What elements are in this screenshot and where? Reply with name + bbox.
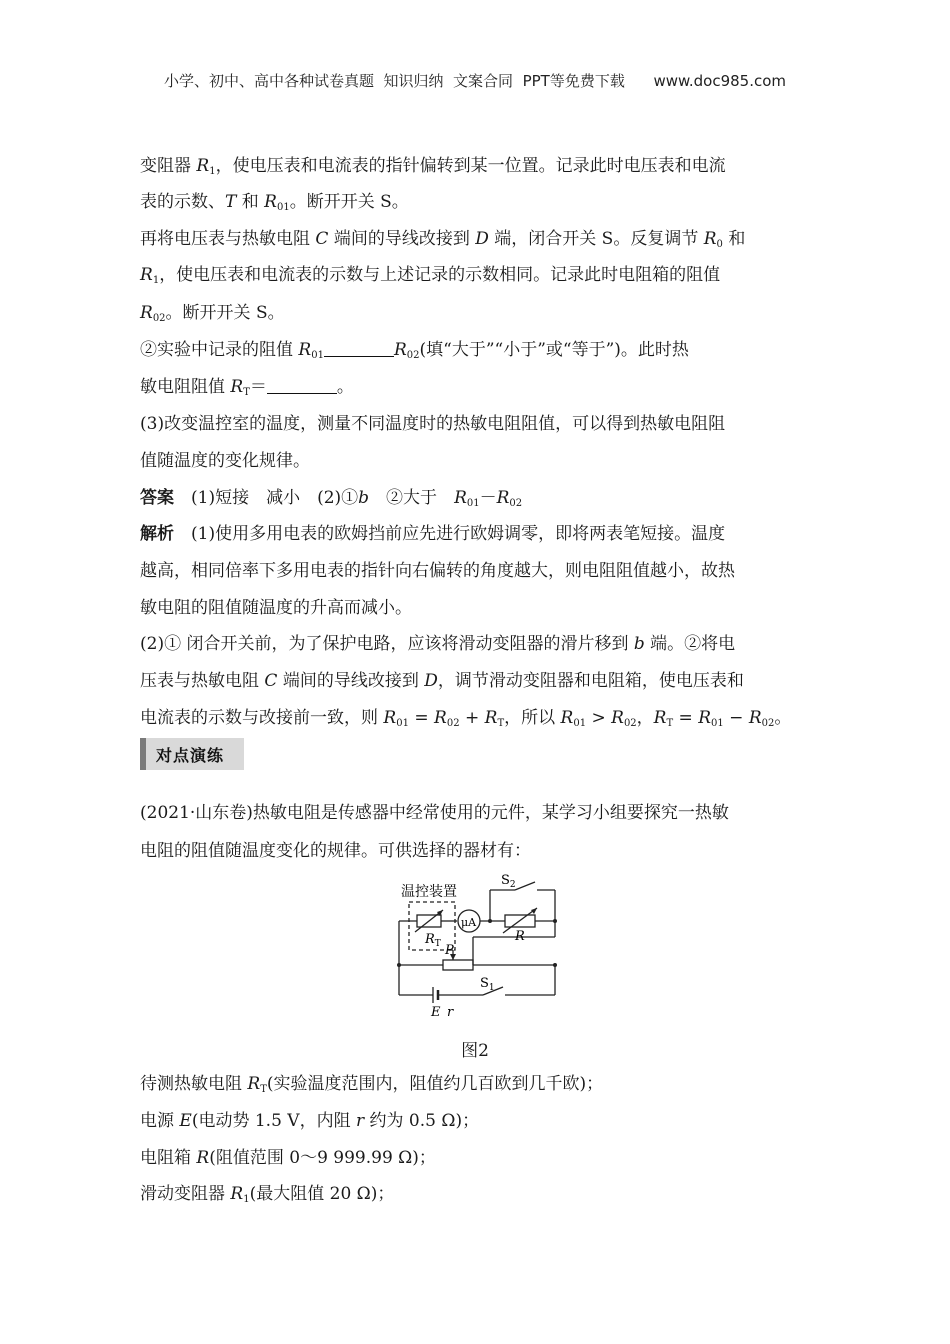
s1-label: $S_1$ [480, 976, 495, 993]
equipment-item: 滑动变阻器 $R_1$(最大阻值 20 Ω)； [140, 1184, 395, 1205]
question-line: 电阻的阻值随温度变化的规律。可供选择的器材有： [140, 841, 531, 861]
r-label: R [515, 929, 525, 944]
rt-label: $R_T$ [425, 932, 441, 949]
circuit-diagram [385, 870, 575, 1020]
analysis-line: 电流表的示数与改接前一致，则 $R_{01} = R_{02} + R_T$，所以 $R_{01} > R_{02}$，$R_T = R_{01} - R_{02}$。 [140, 708, 792, 729]
analysis-label: 解析 [140, 524, 174, 544]
text-line: 变阻器 $R_1$，使电压表和电流表的指针偏转到某一位置。记录此时电压表和电流 [140, 156, 726, 177]
text-line: 表的示数、T 和 $R_{01}$。断开开关 S。 [140, 192, 409, 213]
answer-blank [324, 340, 394, 357]
p-label: P [445, 943, 454, 958]
question-line: (2021·山东卷)热敏电阻是传感器中经常使用的元件，某学习小组要探究一热敏 [140, 803, 729, 823]
switch-s2 [515, 882, 535, 890]
figure-caption: 图2 [461, 1041, 489, 1061]
text-line: 敏电阻阻值 $R_T=$ 。 [140, 377, 354, 398]
analysis-line: 压表与热敏电阻 C 端间的导线改接到 D，调节滑动变阻器和电阻箱，使电压表和 [140, 671, 744, 691]
equipment-item: 待测热敏电阻 $R_T$(实验温度范围内，阻值约几百欧到几千欧)； [140, 1074, 604, 1095]
thermostat-label: 温控装置 [401, 884, 457, 900]
equipment-item: 电源 E(电动势 1.5 V，内阻 r 约为 0.5 Ω)； [140, 1111, 480, 1131]
answer-label: 答案 [140, 488, 174, 508]
answer-blank [267, 377, 337, 394]
answer-line: 答案 (1)短接 减小 (2)①b ②大于 $R_{01}-R_{02}$ [140, 488, 523, 509]
s2-label: $S_2$ [501, 873, 516, 890]
page-header: 小学、初中、高中各种试卷真题 知识归纳 文案合同 PPT等免费下载 www.doc985.com [163, 72, 787, 90]
microammeter-label: μA [461, 916, 477, 929]
text-line: $R_{02}$。断开开关 S。 [140, 303, 285, 324]
e-label: E [431, 1005, 441, 1020]
text-line: 值随温度的变化规律。 [140, 451, 310, 471]
text-line: (3)改变温控室的温度，测量不同温度时的热敏电阻阻值，可以得到热敏电阻阻 [140, 414, 726, 434]
rheostat-r1 [443, 960, 473, 970]
text-line: $R_1$，使电压表和电流表的示数与上述记录的示数相同。记录此时电阻箱的阻值 [140, 265, 721, 286]
section-title: 对点演练 [156, 746, 225, 765]
equipment-item: 电阻箱 R(阻值范围 0～9 999.99 Ω)； [140, 1148, 436, 1168]
section-tag [140, 738, 244, 770]
analysis-line: (2)① 闭合开关前，为了保护电路，应该将滑动变阻器的滑片移到 b 端。②将电 [140, 634, 736, 654]
analysis-line: 敏电阻的阻值随温度的升高而减小。 [140, 598, 412, 618]
analysis-line: 越高，相同倍率下多用电表的指针向右偏转的角度越大，则电阻阻值越小，故热 [140, 561, 735, 581]
text-line: 再将电压表与热敏电阻 C 端间的导线改接到 D 端，闭合开关 S。反复调节 $R_0$ 和 [140, 229, 746, 250]
analysis-line: 解析 (1)使用多用电表的欧姆挡前应先进行欧姆调零，即将两表笔短接。温度 [140, 524, 726, 544]
text-line: ②实验中记录的阻值 $R_{01}$ $R_{02}$(填“大于”“小于”或“等于”)。此时热 [140, 340, 689, 361]
r-internal-label: r [447, 1005, 454, 1020]
